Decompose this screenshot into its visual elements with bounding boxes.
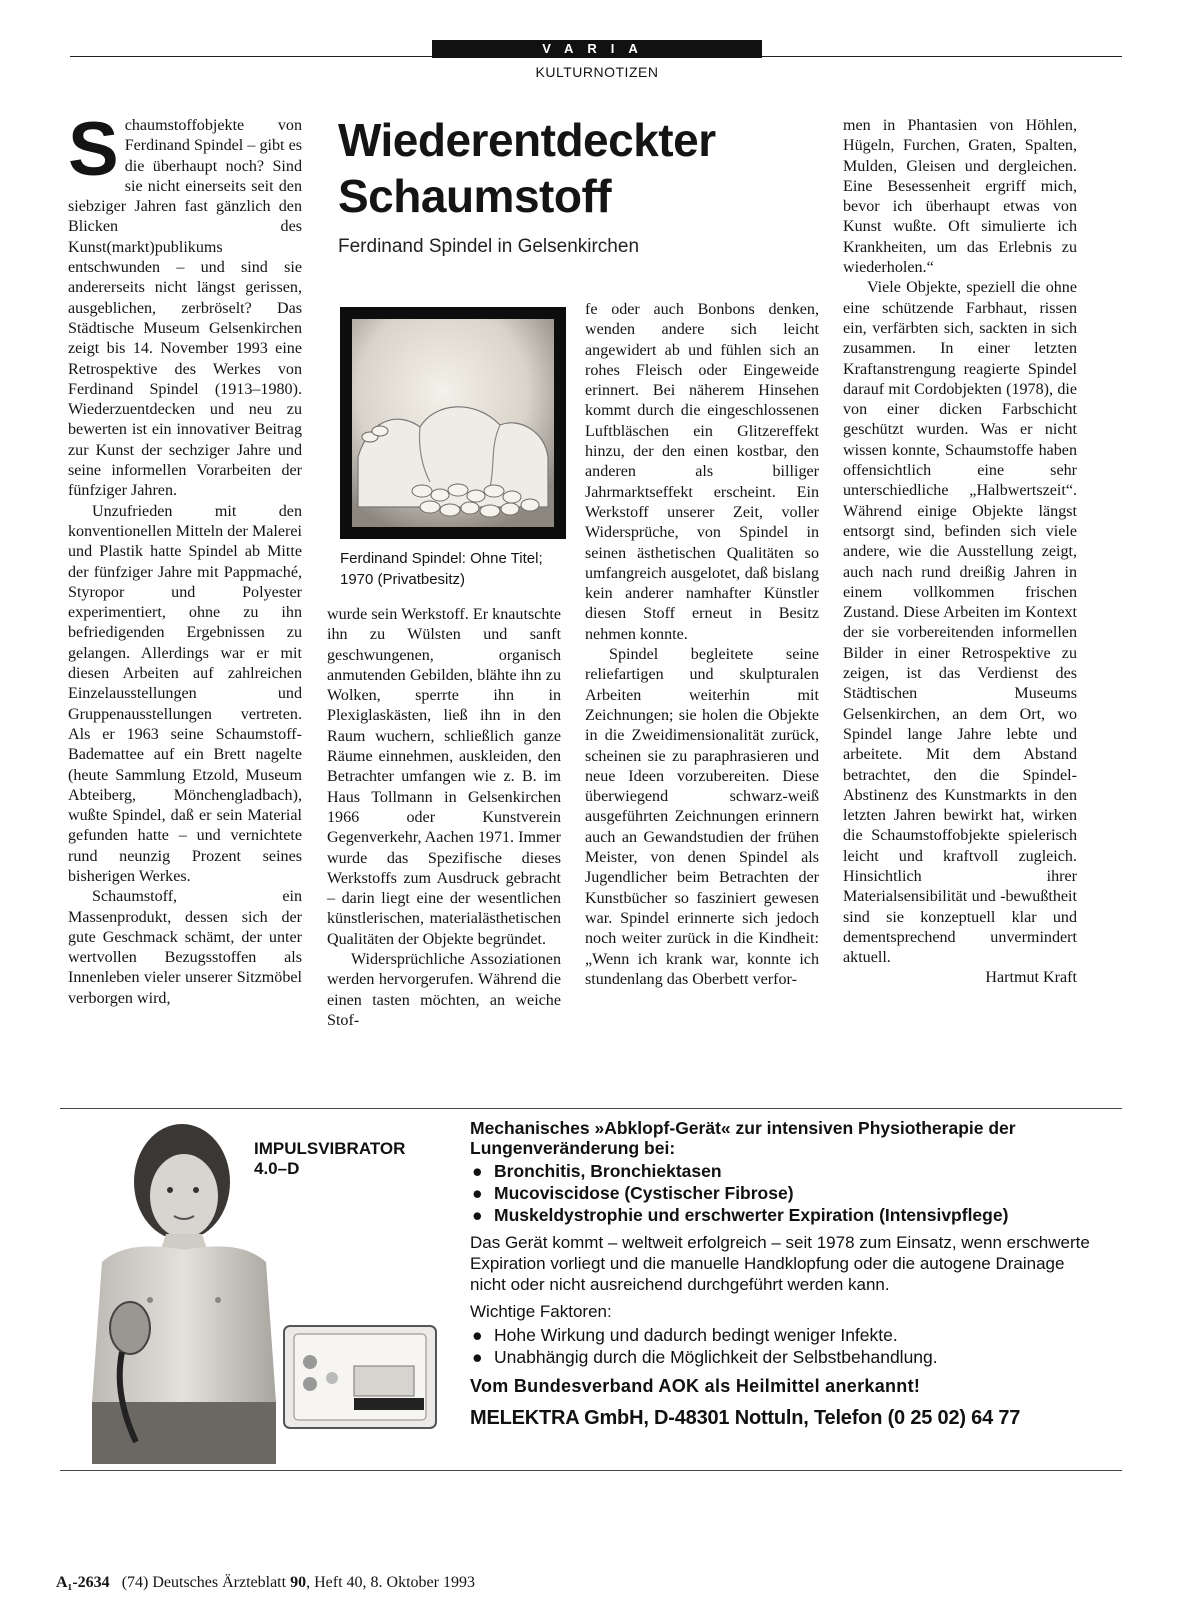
article-paragraph: Widersprüchliche Assoziationen werden hervorgerufen. Während die einen tasten möchten, an weiche Stof- [327,951,561,1029]
journal-volume: 90 [290,1574,307,1591]
ad-conditions-list [470,1160,1100,1226]
list-item: ● Unabhängig durch die Möglichkeit der Selbstbehandlung. [472,1347,938,1367]
headline-line: Wiederentdeckter [338,114,716,166]
article-headline [338,112,818,224]
list-item: ● Bronchitis, Bronchiektasen [472,1161,722,1181]
headline-line: Schaumstoff [338,170,612,222]
list-item: ● Mucoviscidose (Cystischer Fibrose) [472,1183,794,1203]
ad-certification: Vom Bundesverband AOK als Heilmittel anerkannt! [470,1376,921,1396]
bullet-icon: ● [472,1183,483,1203]
article-column-3 [585,300,819,990]
page-footer [56,1574,475,1592]
drop-cap: S [68,107,119,192]
ad-bottom-rule [60,1470,1122,1471]
ad-top-rule [60,1108,1122,1109]
photo-caption: Ferdinand Spindel: Ohne Titel; 1970 (Privatbesitz) [340,550,543,588]
page-number: (74) [121,1574,149,1591]
article-paragraph: Viele Objekte, speziell die ohne eine schützende Farbhaut, rissen ein, verfärbten sich, sackten in sich zusammen. In einer letzten Kraftanstrengung reagierte Spindel darauf mit Cordobjekten (1978), die von einer dicken Farbschicht geschützt wurden. Was er nicht wissen konnte, Schaumstoffe haben offensichtlich eine sehr unterschiedliche „Halbwertszeit“. Während einige Objekte längst entsorgt sind, befinden sich viele andere, wie die Ausstellung zeigt, auch nach rund dreißig Jahren in einem vollkommen frischen Zustand. Diese Arbeiten im Kontext der sie vorbereitenden informellen Bilder in einer Retrospektive zu zeigen, ist das Verdienst des Städtischen Museums Gelsenkirchen, an dem Ort, wo Spindel lange Jahre lebte und arbeitete. Mit dem Abstand betrachtet, den die Spindel-Abstinenz des Kunstmarkts in den letzten Jahren bewirkt hat, wirken die Schaumstoffobjekte spielerisch leicht und kraftvoll zugleich. Hinsichtlich ihrer Materialsensibilität und -bewußtheit sind sie konzeptuell klar und dementsprechend unvermindert aktuell. [843,279,1077,967]
section-label: VARIA [432,40,762,58]
ad-product-model: 4.0–D [254,1159,300,1178]
bullet-icon: ● [472,1347,483,1367]
article-paragraph: Spindel begleitete seine reliefartigen und skulpturalen Arbeiten weiterhin mit Zeichnungen; sie holen die Objekte in die Zweidimensionalität zurück, scheinen sie zu paraphrasieren und neue Ideen vorzubereiten. Diese überwiegend schwarz-weiß ausgeführten Zeichnungen erinnern auch an Gewandstudien der frühen Meister, von denen Spindel als Jugendlicher beim Betrachten der Kunstbücher so fasziniert gewesen war. Spindel erinnerte sich jedoch noch weiter zurück in die Kindheit: „Wenn ich krank war, konnte ich stundenlang das Oberbett verfor- [585,646,819,988]
list-item: ● Hohe Wirkung und dadurch bedingt weniger Infekte. [472,1325,898,1345]
article-paragraph: Unzufrieden mit den konventionellen Mitteln der Malerei und Plastik hatte Spindel ab Mitte der fünfziger Jahre mit Pappmaché, Styropor und Polyester experimentiert, ohne zu ihn befriedigenden Ergebnissen zu gelangen. Allerdings war er mit diesen Arbeiten auf zahlreichen Einzelausstellungen und Gruppenausstellungen vertreten. Als er 1963 seine Schaumstoff-Bademattee auf ein Brett nagelte (heute Sammlung Etzold, Museum Abteiberg, Mönchengladbach), wußte Spindel, daß er sein Material gefunden hatte – und vernichtete rund neunzig Prozent seines bisherigen Werkes. [68,502,302,885]
ad-body-text: Das Gerät kommt – weltweit erfolgreich – seit 1978 zum Einsatz, wenn erschwerte Expiration vorliegt und die manuelle Handklopfung oder die autogene Drainage nicht oder nicht ausreichend durchgeführt werden kann. [470,1233,1090,1294]
article-column-1 [68,107,302,1009]
ad-product-name: IMPULSVIBRATOR [254,1139,406,1158]
subsection-label: KULTURNOTIZEN [535,64,659,80]
article-column-2 [327,605,561,1031]
ad-copy [470,1118,1100,1432]
journal-name: Deutsches Ärzteblatt [152,1574,287,1591]
article-paragraph: fe oder auch Bonbons denken, wenden andere sich leicht angewidert ab und fühlen sich an rohes Fleisch oder Eingeweide erinnert. Bei näherem Hinsehen kommt durch die eingeschlossenen Luftbläschen ein Glitzereffekt hinzu, der den einen kostbar, den anderen als billiger Jahrmarktseffekt erscheint. Ein Werkstoff unserer Zeit, voller Widersprüche, von Spindel in seinen ästhetischen Qualitäten so umfangreich ausgelotet, daß bislang kein anderer namhafter Künstler diesen Stoff erneut in Besitz nehmen konnte. [585,301,819,643]
article-subtitle: Ferdinand Spindel in Gelsenkirchen [338,236,640,257]
article-author: Hartmut Kraft [985,969,1077,987]
article-column-4 [843,116,1077,989]
ad-contact: MELEKTRA GmbH, D-48301 Nottuln, Telefon (0 25 02) 64 77 [470,1407,1021,1429]
article-intro-paragraph [68,107,302,502]
ad-factors-label: Wichtige Faktoren: [470,1302,612,1321]
list-item: ● Muskeldystrophie und erschwerter Expiration (Intensivpflege) [472,1205,1009,1225]
ad-product-photo [62,1112,442,1464]
article-paragraph: wurde sein Werkstoff. Er knautschte ihn zu Wülsten und sanft geschwungenen, organisch anmutenden Gebilden, blähte ihn zu Wolken, sperrte ihn in Plexiglaskästen, ließ ihn in den Raum wuchern, schließlich ganze Räume einnehmen, auskleiden, den Betrachter umfangen wie z. B. im Haus Tollmann in Gelsenkirchen 1966 oder Kunstverein Gegenverkehr, Aachen 1971. Immer wurde das Spezifische dieses Werkstoffs zum Ausdruck gebracht – darin liegt eine der wesentlichen künstlerischen, materialästhetischen Qualitäten der Objekte begründet. [327,606,561,948]
issue-date: , Heft 40, 8. Oktober 1993 [306,1574,475,1591]
ad-factors-list [470,1324,1100,1368]
bullet-icon: ● [472,1161,483,1181]
article-paragraph: Schaumstoff, ein Massenprodukt, dessen sich der gute Geschmack schämt, der unter wertvollen Bezugsstoffen als Innenleben vieler unserer Sitzmöbel verborgen wird, [68,888,302,1007]
page-reference: A₁-2634 [56,1574,110,1591]
article-paragraph: men in Phantasien von Höhlen, Hügeln, Furchen, Graten, Spalten, Mulden, Gleisen und dergleichen. Eine Besessenheit ergriff mich, bevor ich überhaupt etwas von Kunst wußte. Oft simulierte ich Krankheiten, um das Erlebnis zu wiederholen.“ [843,117,1077,277]
paragraph-text: chaumstoffobjekte von Ferdinand Spindel – gibt es die überhaupt noch? Sind sie nicht einerseits seit den siebziger Jahren fast gänzlich den Blicken des Kunst(markt)publikums entschwunden – und sind sie andererseits nicht längst gerissen, ausgeblichen, zerbröselt? Das Städtische Museum Gelsenkirchen zeigt bis 14. November 1993 eine Retrospektive des Werkes von Ferdinand Spindel (1913–1980). Wiederzuentdecken und neu zu bewerten ist ein innovativer Beitrag zur Kunst der sechziger Jahre und seine informellen Vorarbeiten der fünfziger Jahren. [68,117,302,500]
ad-headline: Mechanisches »Abklopf-Gerät« zur intensiven Physiotherapie der Lungenveränderung bei: [470,1118,1016,1158]
artwork-photo [340,307,566,539]
bullet-icon: ● [472,1325,483,1345]
bullet-icon: ● [472,1205,483,1225]
